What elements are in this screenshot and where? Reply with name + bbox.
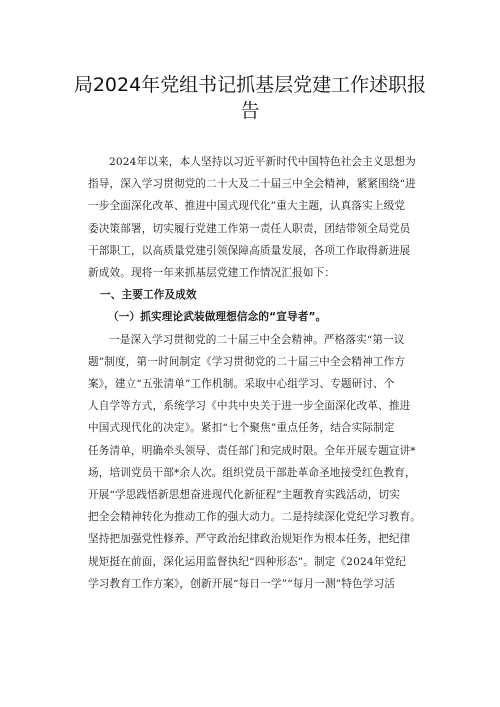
section-line: 规矩挺在前面，深化运用监督执纪“四种形态”。制定《2024年党纪: [88, 555, 407, 568]
section-line: 人自学等方式，系统学习《中共中央关于进一步全面深化改革、推进: [88, 400, 411, 413]
intro-line: 指导，深入学习贯彻党的二十大及二十届三中全会精神，紧紧围绕“进: [88, 178, 416, 191]
section-line: 中国式现代化的决定》。紧扣“七个聚焦”重点任务，结合实际制定: [88, 422, 395, 435]
section-paragraph: [88, 329, 434, 595]
section-line: 坚持把加强党性修养、严守政治纪律政治规矩作为根本任务，把纪律: [88, 533, 411, 546]
section-line: 案》，建立“五张清单”工作机制。采取中心组学习、专题研讨、个: [88, 378, 395, 391]
section-line: 一是深入学习贯彻党的二十届三中全会精神。严格落实“第一议: [109, 333, 405, 346]
intro-line: 委决策部署，切实履行党建工作第一责任人职责，团结带领全局党员: [88, 222, 411, 235]
intro-paragraph: [88, 151, 434, 284]
intro-line: 2024年以来，本人坚持以习近平新时代中国特色社会主义思想为: [109, 156, 416, 168]
section-line: 场，培训党员干部*余人次。组织党员干部赴革命圣地接受红色教育，: [88, 466, 416, 479]
section-line: 把全会精神转化为推动工作的强大动力。二是持续深化党纪学习教育。: [88, 511, 422, 524]
section-line: 学习教育工作方案》，创新开展“每日一学”“每月一测”特色学习活: [88, 577, 396, 590]
intro-line: 干部职工，以高质量党建引领保障高质量发展，各项工作取得新进展: [88, 244, 411, 257]
intro-line: 新成效。现将一年来抓基层党建工作情况汇报如下：: [88, 267, 336, 280]
document-title: [70, 72, 430, 124]
document-body: [88, 151, 434, 595]
section-line: 题”制度，第一时间制定《学习贯彻党的二十届三中全会精神工作方: [88, 355, 406, 368]
title-line-2: 告: [240, 100, 260, 122]
title-line-1: 局2024年党组书记抓基层党建工作述职报: [73, 74, 427, 96]
section-line: 任务清单，明确牵头领导、责任部门和完成时限。全年开展专题宣讲*: [88, 444, 416, 457]
section-heading-2: （一）抓实理论武装做理想信念的“宣导者”。: [108, 311, 327, 324]
section-heading-1: 一、主要工作及成效: [100, 289, 197, 302]
intro-line: 一步全面深化改革、推进中国式现代化”重大主题，认真落实上级党: [88, 200, 406, 213]
section-line: 开展“学思践悟新思想奋进现代化新征程”主题教育实践活动，切实: [88, 489, 400, 502]
